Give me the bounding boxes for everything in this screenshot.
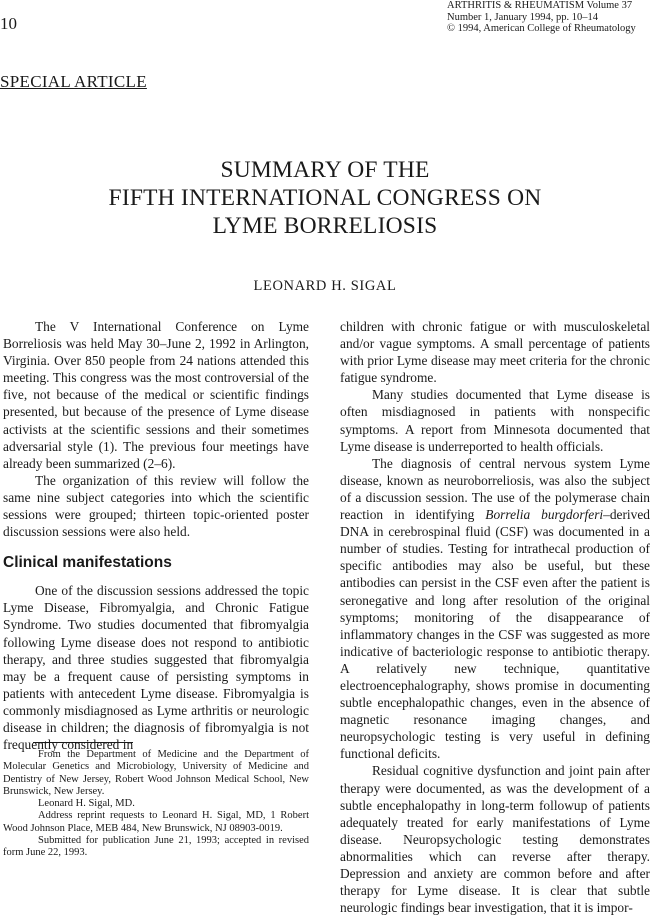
journal-citation (447, 0, 636, 35)
footnote: From the Department of Medicine and the Department of Molecular Genetics and Microbiology, University of Medicine and Dentistry of New Jersey, Robert Wood Johnson Medical School, New Brunswick, New Jersey. (3, 749, 309, 797)
journal-line: Number 1, January 1994, pp. 10–14 (447, 11, 599, 23)
body-paragraph: children with chronic fatigue or with musculoskeletal and/or vague symptoms. A small percentage of patients with prior Lyme disease may meet criteria for the chronic fatigue syndrome. (340, 319, 650, 386)
body-paragraph: Many studies documented that Lyme disease is often misdiagnosed in patients with nonspecific symptoms. A report from Minnesota documented that Lyme disease is underreported to health officials. (340, 387, 650, 454)
body-paragraph: The V International Conference on Lyme Borreliosis was held May 30–June 2, 1992 in Arlington, Virginia. Over 850 people from 24 nations attended this meeting. This congress was the most controversial of the five, not because of the medical or scientific findings presented, but because of the presence of Lyme disease activists at the scientific sessions and their sometimes adversarial style (1). The previous four meetings have already been summarized (2–6). (3, 319, 309, 471)
page-number: 10 (0, 14, 17, 33)
body-paragraph (340, 455, 650, 763)
title-line: LYME BORRELIOSIS (212, 213, 438, 239)
title-line: SUMMARY OF THE (220, 157, 430, 183)
author-name: LEONARD H. SIGAL (253, 278, 397, 294)
article-title (0, 156, 650, 240)
journal-line: © 1994, American College of Rheumatology (447, 23, 636, 34)
body-paragraph: The organization of this review will follow the same nine subject categories into which the scientific sessions were grouped; thirteen topic-oriented poster discussion sessions were also held. (3, 472, 309, 540)
footnote: Submitted for publication June 21, 1993; accepted in revised form June 22, 1993. (3, 835, 309, 859)
journal-line: ARTHRITIS & RHEUMATISM Volume 37 (447, 0, 633, 11)
footnote: Address reprint requests to Leonard H. Sigal, MD, 1 Robert Wood Johnson Place, MEB 484, New Brunswick, NJ 08903-0019. (3, 810, 309, 834)
body-paragraph: One of the discussion sessions addressed the topic Lyme Disease, Fibromyalgia, and Chronic Fatigue Syndrome. Two studies documented that fibromyalgia following Lyme disease does not respond to antibiotic therapy, and three studies suggested that fibromyalgia may be a frequent cause of persisting symptoms in patients with antecedent Lyme disease. Fibromyalgia is commonly misdiagnosed as Lyme arthritis or neurologic disease in children; the diagnosis of fibromyalgia is not frequently considered in (3, 583, 309, 753)
section-label: SPECIAL ARTICLE (0, 72, 147, 91)
right-column (340, 318, 650, 916)
footnote-rule (33, 742, 133, 743)
footnotes (3, 742, 309, 860)
species-name: Borrelia burgdorferi (485, 507, 604, 523)
paragraph-text: The diagnosis of central nervous system Lyme disease, known as neuroborreliosis, was also the subject of a discussion session. The use of the polymerase chain reaction in identifying (340, 455, 650, 523)
left-column (3, 318, 309, 753)
paragraph-text: –derived DNA in cerebrospinal fluid (CSF) was documented in a number of studies. Testing for intrathecal production of specific antibodies may also be useful, but these antibodies can persist in the CSF even after the patient is seronegative and long after resolution of the original symptoms; monitoring of the disappearance of inflammatory changes in the CSF was suggested as more indicative of bacteriologic response to antibiotic therapy. A relatively new technique, quantitative electroencephalography, shows promise in documenting subtle encephalopathic changes, even in the absence of magnetic resonance imaging changes, and neuropsychologic testing is very useful in defining functional deficits. (340, 507, 650, 762)
section-heading: Clinical manifestations (3, 554, 172, 572)
title-line: FIFTH INTERNATIONAL CONGRESS ON (108, 185, 542, 211)
body-paragraph: Residual cognitive dysfunction and joint pain after therapy were documented, as was the development of a subtle encephalopathy in long-term followup of patients adequately treated for early manifestations of Lyme disease. Neuropsychologic testing demonstrates abnormalities which can reverse after therapy. Depression and anxiety are common before and after therapy for Lyme disease. It is clear that subtle neurologic findings bear investigation, that it is impor- (340, 763, 650, 916)
footnote: Leonard H. Sigal, MD. (38, 798, 135, 810)
